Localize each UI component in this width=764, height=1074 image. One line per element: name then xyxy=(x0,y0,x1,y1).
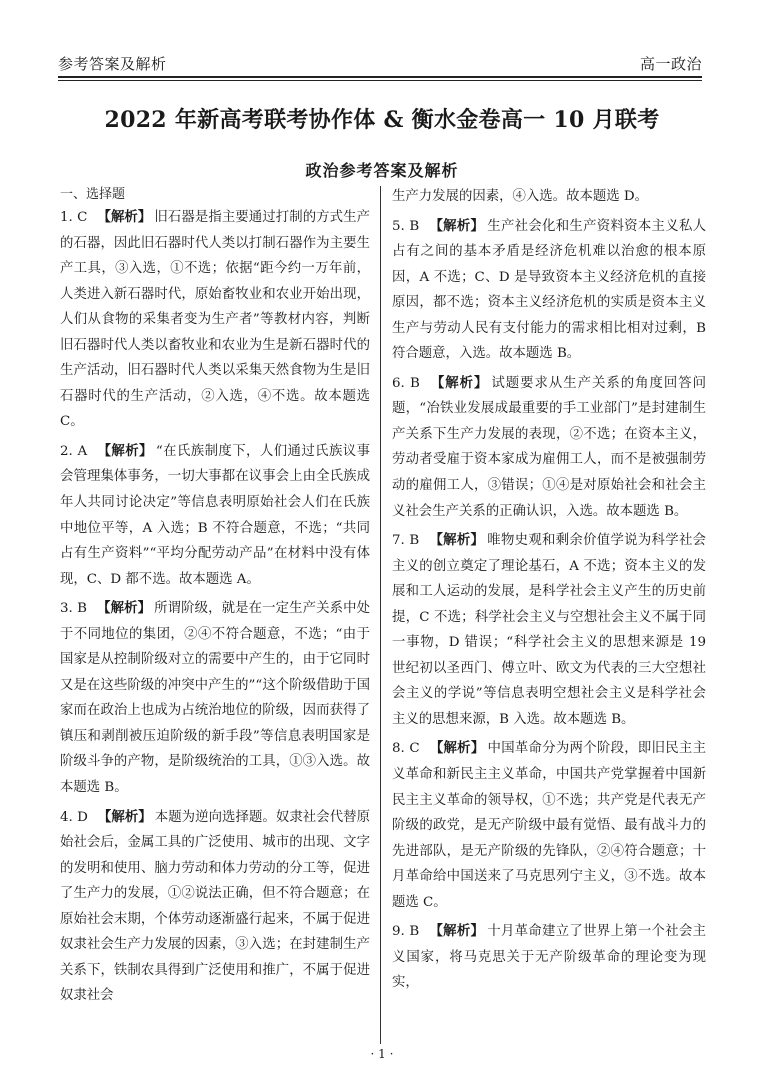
answer-text: 旧石器是指主要通过打制的方式生产的石器，因此旧石器时代人类以打制石器作为主要生产工具，③入选，①不选；依据“距今约一万年前，人类进入新石器时代，原始畜牧业和农业开始出现，人们从食物的采集者变为生产者”等教材内容，判断旧石器时代人类以畜牧业和农业为生是新石器时代的生产活动，旧石器时代人类以采集天然食物为生是旧石器时代的生产活动，②入选，④不选。故本题选 C。 xyxy=(60,210,371,430)
page-header xyxy=(58,44,702,74)
answer-item-3 xyxy=(60,596,370,800)
answer-item-1 xyxy=(60,205,370,435)
analysis-tag: 【解析】 xyxy=(429,740,485,757)
answer-continuation: 生产力发展的因素，④入选。故本题选 D。 xyxy=(392,189,649,204)
answer-number: 8. C xyxy=(392,741,420,757)
answer-number: 3. B xyxy=(60,601,87,617)
answer-number: 5. B xyxy=(392,218,420,234)
document-subtitle: 政治参考答案及解析 xyxy=(305,161,459,180)
header-rule-thin xyxy=(58,80,702,81)
analysis-tag: 【解析】 xyxy=(429,923,485,940)
answer-text: 试题要求从生产关系的角度回答问题，“冶铁业发展成最重要的手工业部门”是封建制生产关系下生产力发展的表现，②不选；在资本主义，劳动者受雇于资本家成为雇佣工人，而不是被强制劳动的雇佣工人，③错误；①④是对原始社会和社会主义社会生产关系的正确认识，入选。故本题选 B。 xyxy=(392,375,707,519)
answer-item-5 xyxy=(392,214,706,367)
answer-number: 7. B xyxy=(392,533,420,549)
analysis-tag: 【解析】 xyxy=(97,808,152,825)
page-number: · 1 · xyxy=(370,1047,394,1061)
column-divider xyxy=(380,186,381,1044)
answer-number: 1. C xyxy=(60,210,88,225)
header-rule-thick xyxy=(58,76,702,78)
analysis-tag: 【解析】 xyxy=(96,600,152,617)
header-left: 参考答案及解析 xyxy=(58,55,167,73)
answer-text: 十月革命建立了世界上第一个社会主义国家，将马克思关于无产阶级革命的理论变为现实， xyxy=(392,924,707,991)
answer-text: 唯物史观和剩余价值学说为科学社会主义的创立奠定了理论基石，A 不选；资本主义的发展和工人运动的发展，是科学社会主义产生的历史前提，C 不选；科学社会主义与空想社会主义不属于同一事物，D 错误；“科学社会主义的思想来源是 19 世纪初以圣西门、傅立叶、欧文为代表的三大空想社会主义的学说”等信息表明空想社会主义是科学社会主义的思想来源，B 入选。故本题选 B。 xyxy=(392,533,707,727)
answer-item-4 xyxy=(60,805,370,1009)
answer-text: 中国革命分为两个阶段，即旧民主主义革命和新民主主义革命，中国共产党掌握着中国新民主主义革命的领导权，①不选；共产党是代表无产阶级的政党，是无产阶级中最有觉悟、最有战斗力的先进部队，是无产阶级的先锋队，②④符合题意；十月革命给中国送来了马克思列宁主义，③不选。故本题选 C。 xyxy=(392,741,706,910)
answer-item-2 xyxy=(60,439,370,592)
answer-item-7 xyxy=(392,528,706,732)
answer-text: 所谓阶级，就是在一定生产关系中处于不同地位的集团，②④不符合题意，不选；“由于国家是从控制阶级对立的需要中产生的，由于它同时又是在这些阶级的冲突中产生的”“这个阶级借助于国家而在政治上也成为占统治地位的阶级，因而获得了镇压和剥削被压迫阶级的新手段”等信息表明国家是阶级斗争的产物，是阶级统治的工具，①③入选。故本题选 B。 xyxy=(60,601,371,796)
analysis-tag: 【解析】 xyxy=(429,374,489,391)
answer-number: 4. D xyxy=(60,809,88,825)
right-column xyxy=(392,184,706,1000)
answer-text: 生产社会化和生产资料资本主义私人占有之间的基本矛盾是经济危机难以治愈的根本原因，A 不选；C、D 是导致资本主义经济危机的直接原因，都不选；资本主义经济危机的实质是资本主义生产与劳动人民有支付能力的需求相比相对过剩，B 符合题意，入选。故本题选 B。 xyxy=(392,218,707,362)
document-title: 2022 年新高考联考协作体 & 衡水金卷高一 10 月联考 xyxy=(104,107,660,133)
answer-item-9 xyxy=(392,919,706,996)
answer-item-8 xyxy=(392,736,706,915)
answer-text: “在氏族制度下，人们通过氏族议事会管理集体事务，一切大事都在议事会上由全氏族成年人共同讨论决定”等信息表明原始社会人们在氏族中地位平等，A 入选；B 不符合题意，不选；“共同占有生产资料”“平均分配劳动产品”在材料中没有体现，C、D 都不选。故本题选 A。 xyxy=(60,443,371,587)
answer-number: 9. B xyxy=(392,924,420,940)
analysis-tag: 【解析】 xyxy=(97,442,153,459)
answer-number: 2. A xyxy=(60,443,88,459)
analysis-tag: 【解析】 xyxy=(97,209,152,225)
answer-text: 本题为逆向选择题。奴隶社会代替原始社会后，金属工具的广泛使用、城市的出现、文字的发明和使用、脑力劳动和体力劳动的分工等，促进了生产力的发展，①②说法正确，但不符合题意；在原始社会末期，个体劳动逐渐盛行起来，不属于促进奴隶社会生产力发展的因素，③入选；在封建制生产关系下，铁制农具得到广泛使用和推广，不属于促进奴隶社会 xyxy=(60,809,371,1004)
analysis-tag: 【解析】 xyxy=(429,532,485,549)
left-column xyxy=(60,184,370,1013)
section-heading: 一、选择题 xyxy=(60,187,126,202)
answer-number: 6. B xyxy=(392,375,420,391)
header-right: 高一政治 xyxy=(639,55,702,73)
answer-item-6 xyxy=(392,371,706,524)
analysis-tag: 【解析】 xyxy=(429,217,485,234)
